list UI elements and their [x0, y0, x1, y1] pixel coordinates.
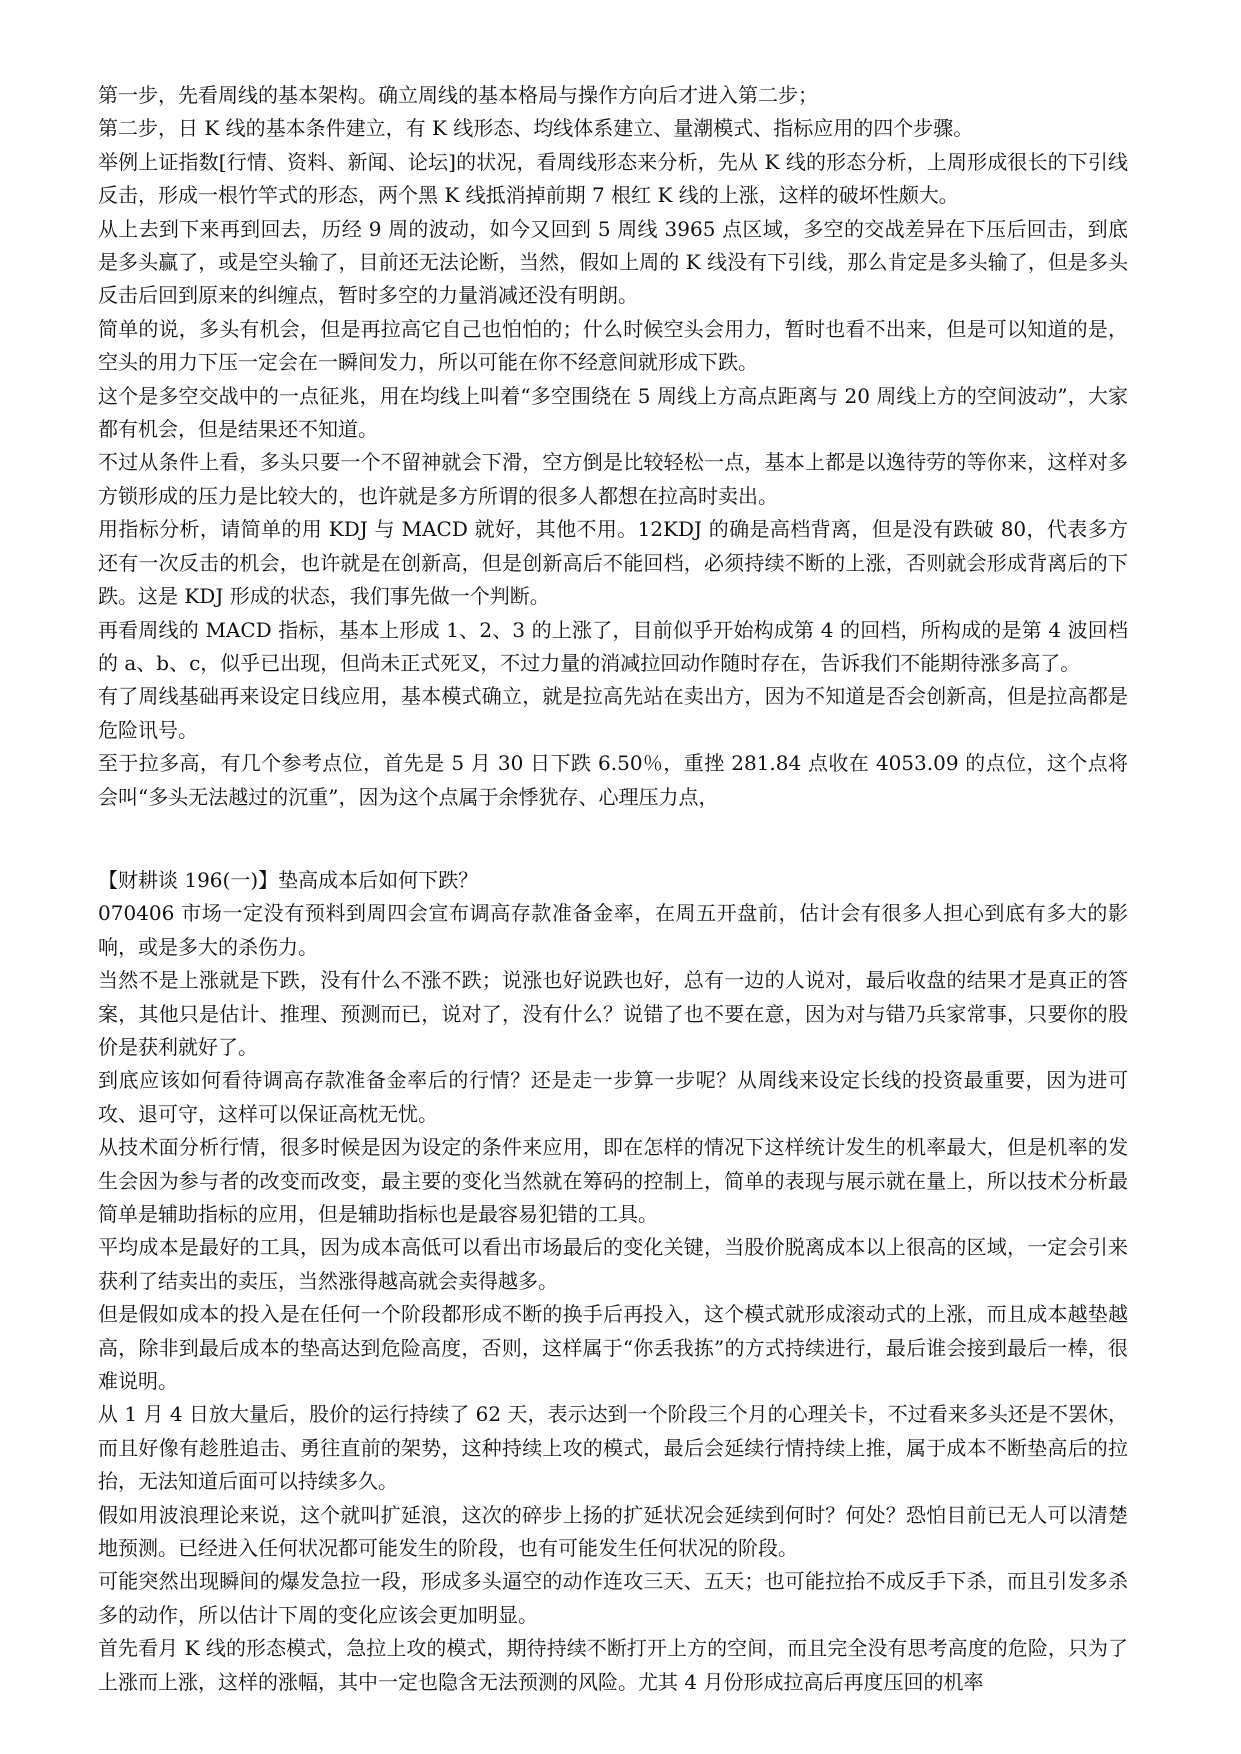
paragraph: 至于拉多高，有几个参考点位，首先是 5 月 30 日下跌 6.50％，重挫 281.84 点收在 4053.09 的点位，这个点将会叫“多头无法越过的沉重”，因为这个点属于余悸犹存、心理压力点，	[98, 751, 1128, 809]
paragraph: 平均成本是最好的工具，因为成本高低可以看出市场最后的变化关键，当股价脱离成本以上很高的区域，一定会引来获利了结卖出的卖压，当然涨得越高就会卖得越多。	[98, 1235, 1128, 1293]
paragraph: 简单的说，多头有机会，但是再拉高它自己也怕怕的；什么时候空头会用力，暂时也看不出来，但是可以知道的是，空头的用力下压一定会在一瞬间发力，所以可能在你不经意间就形成下跌。	[98, 316, 1128, 375]
paragraph: 第一步，先看周线的基本架构。确立周线的基本格局与操作方向后才进入第二步；	[98, 83, 818, 107]
paragraph: 这个是多空交战中的一点征兆，用在均线上叫着“多空围绕在 5 周线上方高点距离与 20 周线上方的空间波动”，大家都有机会，但是结果还不知道。	[98, 383, 1128, 442]
paragraph: 首先看月 K 线的形态模式，急拉上攻的模式，期待持续不断打开上方的空间，而且完全没有思考高度的危险，只为了上涨而上涨，这样的涨幅，其中一定也隐含无法预测的风险。尤其 4 月份形成拉高后再度压回的机率	[98, 1636, 1128, 1694]
paragraph: 当然不是上涨就是下跌，没有什么不涨不跌；说涨也好说跌也好，总有一边的人说对，最后收盘的结果才是真正的答案，其他只是估计、推理、预测而已，说对了，没有什么？说错了也不要在意，因为对与错乃兵家常事，只要你的股价是获利就好了。	[98, 968, 1128, 1059]
paragraph: 第二步，日 K 线的基本条件建立，有 K 线形态、均线体系建立、量潮模式、指标应用的四个步骤。	[98, 116, 974, 141]
paragraph: 但是假如成本的投入是在任何一个阶段都形成不断的换手后再投入，这个模式就形成滚动式的上涨，而且成本越垫越高，除非到最后成本的垫高达到危险高度，否则，这样属于“你丢我拣”的方式持续进行，最后谁会接到最后一棒，很难说明。	[98, 1302, 1128, 1394]
paragraph: 假如用波浪理论来说，这个就叫扩延浪，这次的碎步上扬的扩延状况会延续到何时？何处？恐怕目前已无人可以清楚地预测。已经进入任何状况都可能发生的阶段，也有可能发生任何状况的阶段。	[98, 1502, 1128, 1561]
paragraph: 从 1 月 4 日放大量后，股价的运行持续了 62 天，表示达到一个阶段三个月的心理关卡，不过看来多头还是不罢休，而且好像有趁胜追击、勇往直前的架势，这种持续上攻的模式，最后会延续行情持续上推，属于成本不断垫高后的拉抬，无法知道后面可以持续多久。	[98, 1402, 1128, 1494]
paragraph: 再看周线的 MACD 指标，基本上形成 1、2、3 的上涨了，目前似乎开始构成第 4 的回档，所构成的是第 4 波回档的 a、b、c，似乎已出现，但尚未正式死叉，不过力量的消减拉回动作随时存在，告诉我们不能期待涨多高了。	[98, 617, 1128, 675]
paragraph: 070406 市场一定没有预料到周四会宣布调高存款准备金率，在周五开盘前，估计会有很多人担心到底有多大的影响，或是多大的杀伤力。	[98, 901, 1128, 959]
paragraph: 不过从条件上看，多头只要一个不留神就会下滑，空方倒是比较轻松一点，基本上都是以逸待劳的等你来，这样对多方锁形成的压力是比较大的，也许就是多方所谓的很多人都想在拉高时卖出。	[98, 450, 1128, 508]
article-title: 【财耕谈 196(一)】垫高成本后如何下跌？	[98, 867, 479, 892]
paragraph: 从上去到下来再到回去，历经 9 周的波动，如今又回到 5 周线 3965 点区域，多空的交战差异在下压后回击，到底是多头赢了，或是空头输了，目前还无法论断，当然，假如上周的 K 线没有下引线，那么肯定是多头输了，但是多头反击后回到原来的纠缠点，暂时多空的力量消减还没有明朗。	[98, 216, 1128, 308]
section-gap	[98, 814, 1128, 864]
paragraph: 可能突然出现瞬间的爆发急拉一段，形成多头逼空的动作连攻三天、五天；也可能拉抬不成反手下杀，而且引发多杀多的动作，所以估计下周的变化应该会更加明显。	[98, 1569, 1128, 1627]
paragraph: 用指标分析，请简单的用 KDJ 与 MACD 就好，其他不用。12KDJ 的确是高档背离，但是没有跌破 80，代表多方还有一次反击的机会，也许就是在创新高，但是创新高后不能回档，必须持续不断的上涨，否则就会形成背离后的下跌。这是 KDJ 形成的状态，我们事先做一个判断。	[98, 517, 1128, 609]
paragraph: 到底应该如何看待调高存款准备金率后的行情？还是走一步算一步呢？从周线来设定长线的投资最重要，因为进可攻、退可守，这样可以保证高枕无忧。	[98, 1068, 1128, 1126]
paragraph: 从技术面分析行情，很多时候是因为设定的条件来应用，即在怎样的情况下这样统计发生的机率最大，但是机率的发生会因为参与者的改变而改变，最主要的变化当然就在筹码的控制上，简单的表现与展示就在量上，所以技术分析最简单是辅助指标的应用，但是辅助指标也是最容易犯错的工具。	[98, 1135, 1128, 1226]
paragraph: 有了周线基础再来设定日线应用，基本模式确立，就是拉高先站在卖出方，因为不知道是否会创新高，但是拉高都是危险讯号。	[98, 684, 1128, 742]
paragraph: 举例上证指数[行情、资料、新闻、论坛]的状况，看周线形态来分析，先从 K 线的形态分析，上周形成很长的下引线反击，形成一根竹竿式的形态，两个黑 K 线抵消掉前期 7 根红 K 线的上涨，这样的破坏性颇大。	[98, 149, 1128, 208]
